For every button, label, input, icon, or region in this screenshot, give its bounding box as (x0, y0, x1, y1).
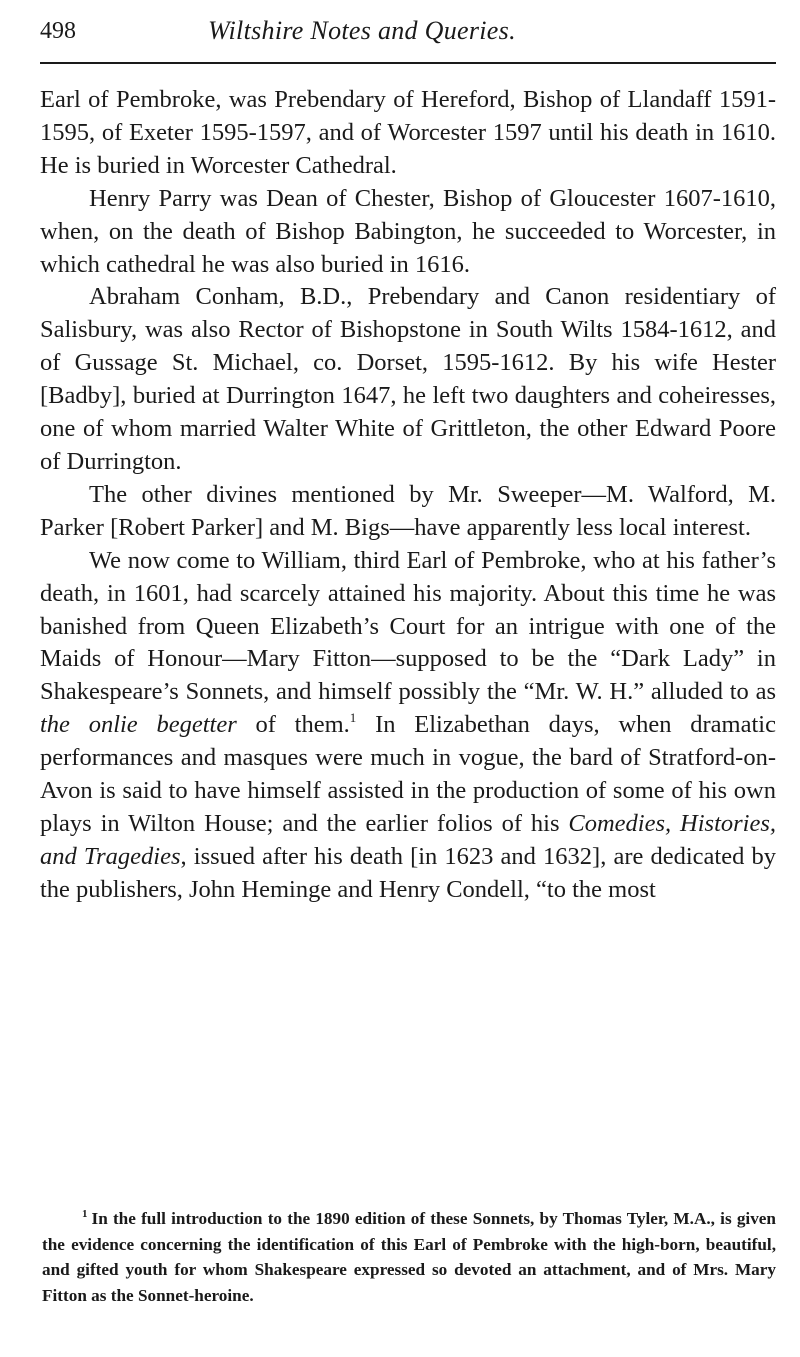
paragraph-4: The other divines mentioned by Mr. Sweeper—M. Walford, M. Parker [Robert Parker] and M. Bigs—have apparently less local interest. (40, 480, 776, 541)
paragraph-5-text-d: , issued after his death [in 1623 and 1632], are dedicated by the publishers, John Heminge and Henry Condell, “to the most (40, 842, 776, 903)
paragraph-1: Earl of Pembroke, was Prebendary of Hereford, Bishop of Llandaff 1591-1595, of Exeter 1595-1597, and of Worcester 1597 until his death in 1610. He is buried in Worcester Cathedral. (40, 86, 776, 179)
header-rule (40, 62, 776, 64)
page (40, 0, 778, 1357)
body-text (40, 84, 776, 907)
running-head (40, 14, 778, 54)
paragraph-5-italic-title: Comedies, Histories, and Tragedies (40, 809, 776, 870)
paragraph-3: Abraham Conham, B.D., Prebendary and Canon residentiary of Salisbury, was also Rector of Bishopstone in South Wilts 1584-1612, and of Gussage St. Michael, co. Dorset, 1595-1612. By his wife Hester [Badby], buried at Durrington 1647, he left two daughters and coheiresses, one of whom married Walter White of Grittleton, the other Edward Poore of Durrington. (40, 283, 776, 475)
paragraph-5 (40, 545, 776, 907)
footnote-reference[interactable]: 1 (349, 710, 357, 726)
footnote-mark: 1 (82, 1208, 88, 1220)
paragraph-2: Henry Parry was Dean of Chester, Bishop of Gloucester 1607-1610, when, on the death of Bishop Babington, he succeeded to Worcester, in which cathedral he was also buried in 1616. (40, 184, 776, 278)
running-title: Wiltshire Notes and Queries. (208, 16, 516, 45)
paragraph-5-italic-quote: the onlie begetter (40, 711, 237, 739)
page-number: 498 (40, 18, 76, 44)
paragraph-5-text-b: of them. (236, 711, 350, 739)
paragraph-5-text-a: We now come to William, third Earl of Pembroke, who at his father’s death, in 1601, had scarcely attained his majority. About this time he was banished from Queen Elizabeth’s Court for an intrigue with one of the Maids of Honour—Mary Fitton—supposed to be the “Dark Lady” in Shakespeare’s Sonnets, and himself possibly the “Mr. W. H.” alluded to as (40, 546, 776, 706)
footnote-text: In the full introduction to the 1890 edition of these Sonnets, by Thomas Tyler, M.A., is given the evidence concerning the identification of this Earl of Pembroke with the high-born, beautiful, and gifted youth for whom Shakespeare expressed so devoted an attachment, and of Mrs. Mary Fitton as the Sonnet-heroine. (42, 1209, 776, 1306)
footnote (42, 1206, 776, 1309)
footnote-paragraph (42, 1206, 776, 1309)
paragraph-5-text-c: In Elizabethan days, when dramatic performances and masques were much in vogue, the bard of Stratford-on-Avon is said to have himself assisted in the production of some of his own plays in Wilton House; and the earlier folios of his (40, 711, 776, 837)
